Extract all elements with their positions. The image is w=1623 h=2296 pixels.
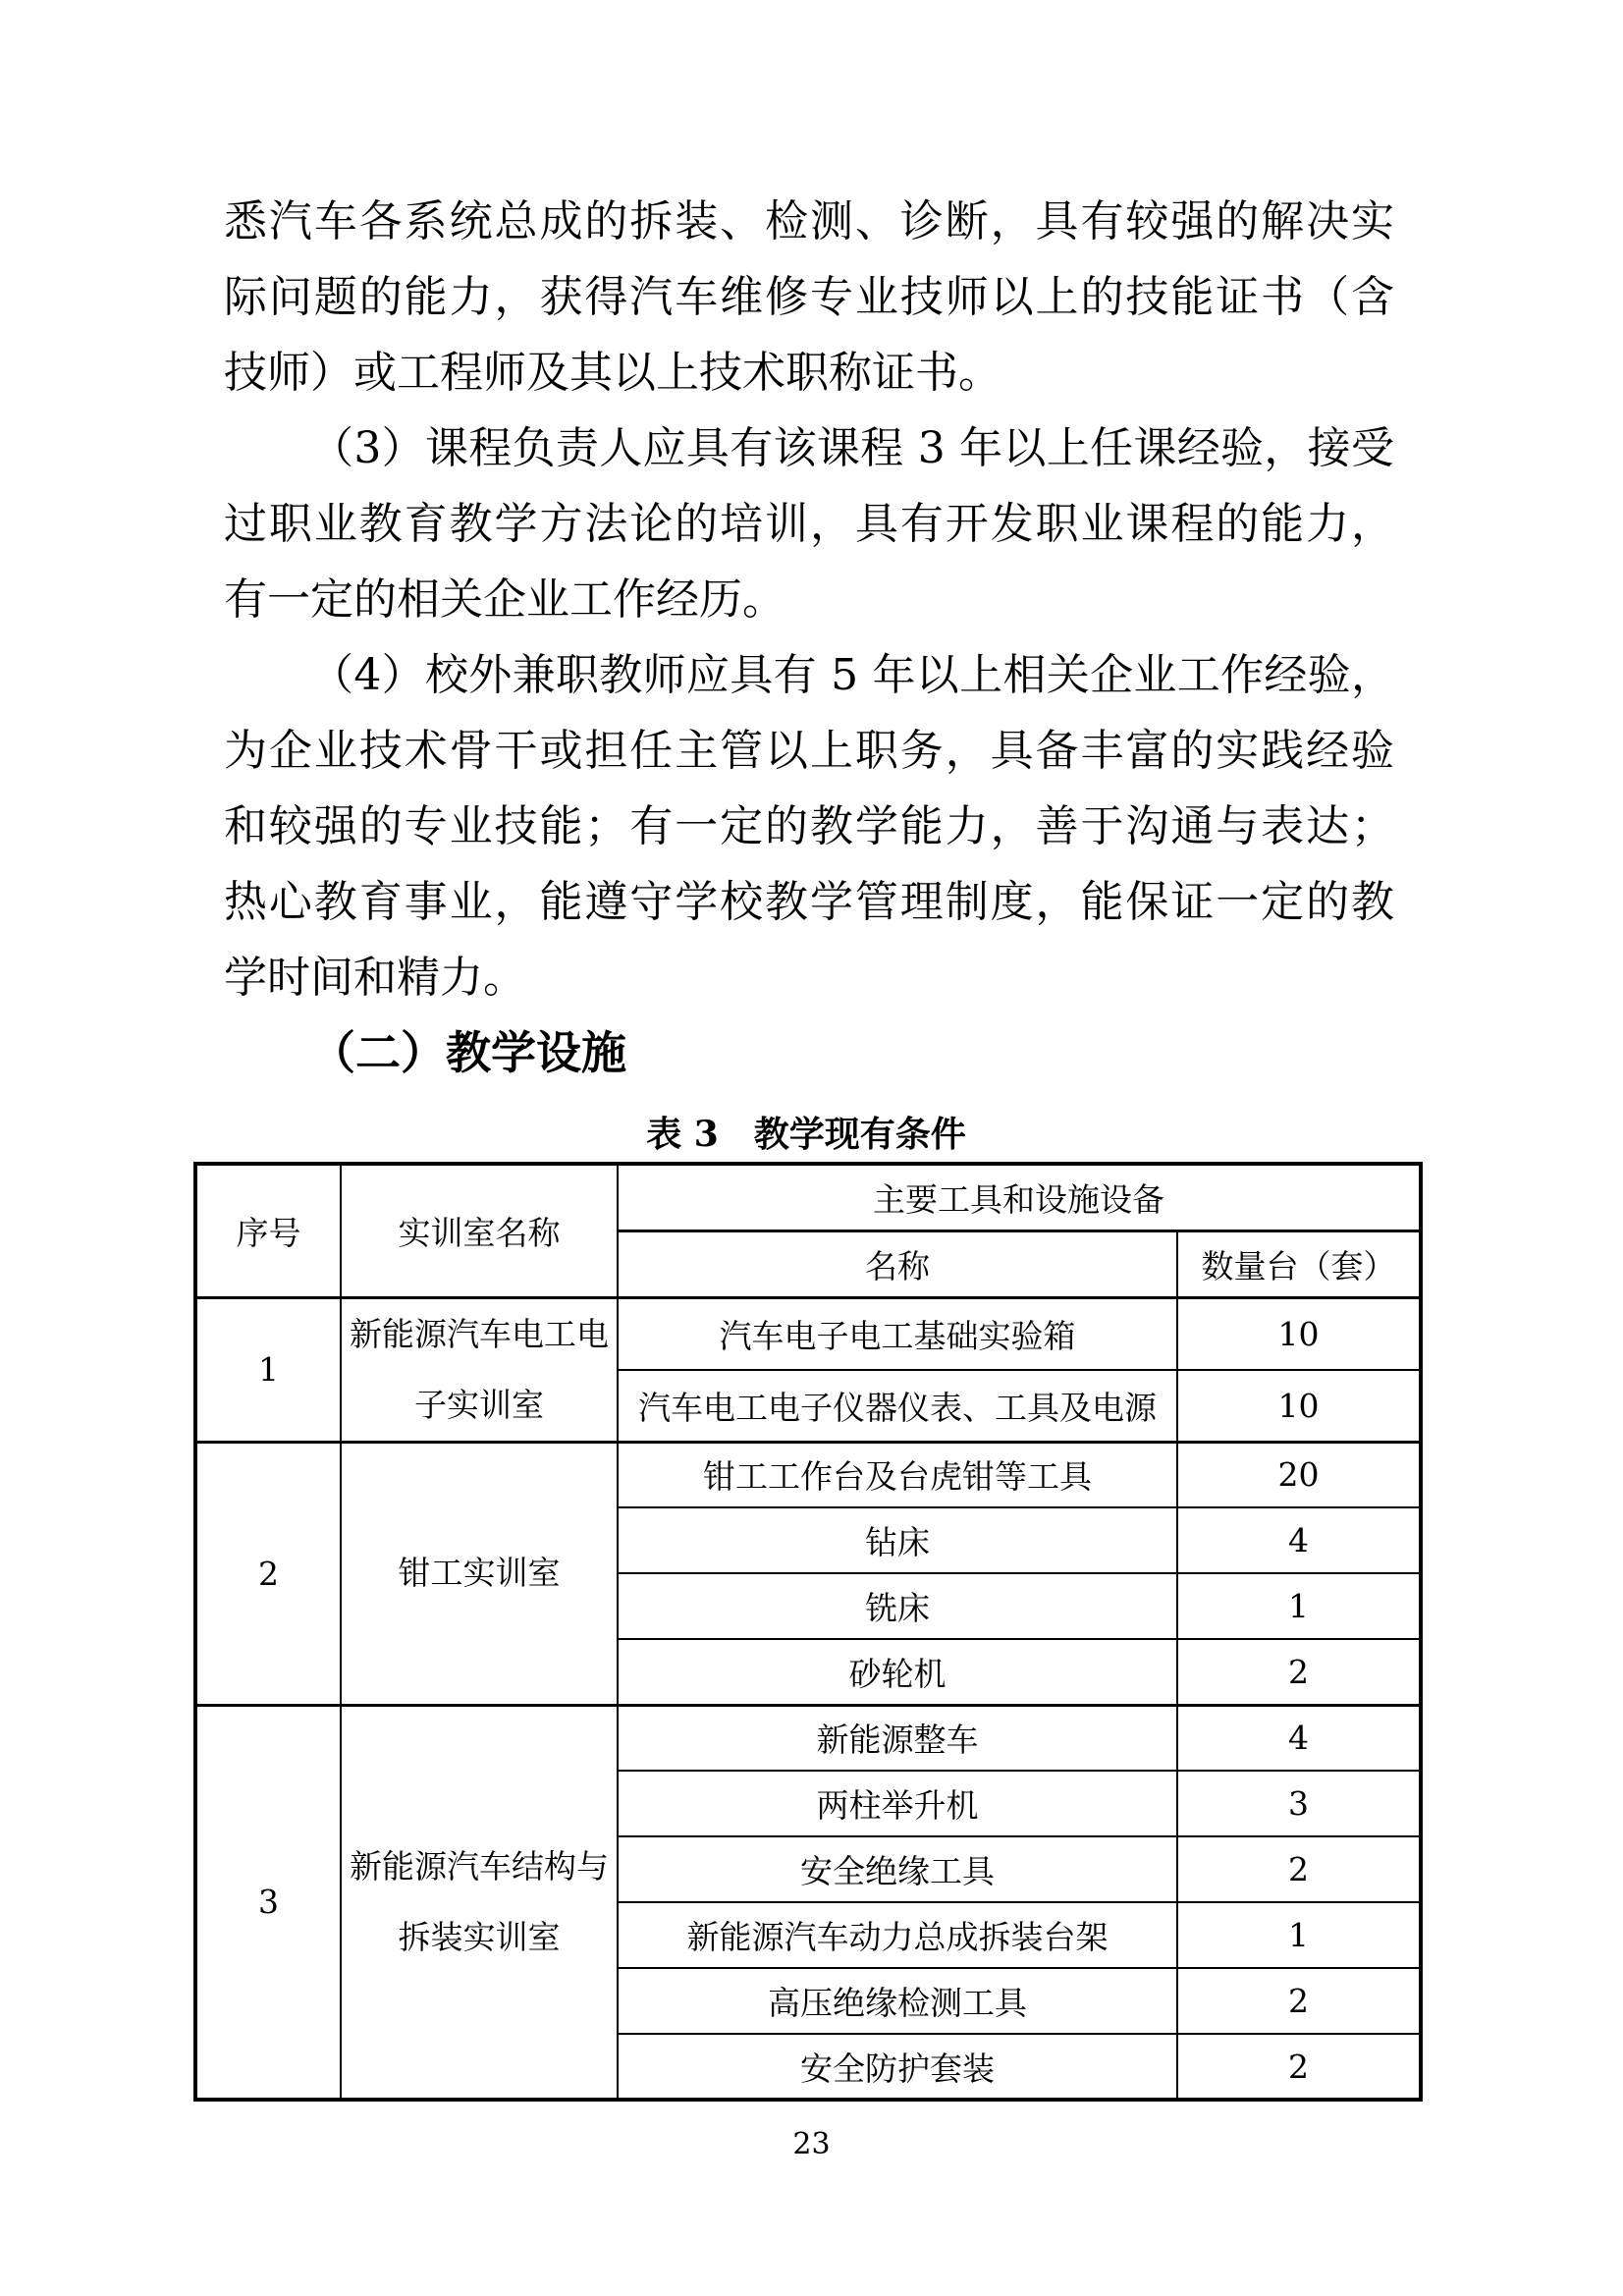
training-room-name-cell: 钳工实训室 (341, 1442, 618, 1705)
quantity-cell: 20 (1177, 1442, 1421, 1507)
text-line: 技师）或工程师及其以上技术职称证书。 (224, 348, 1001, 398)
equipment-name-cell: 钻床 (618, 1507, 1177, 1573)
equipment-name-cell: 高压绝缘检测工具 (618, 1968, 1177, 2034)
text-line: 热心教育事业，能遵守学校教学管理制度，能保证一定的教 (224, 877, 1394, 927)
text-line: 际问题的能力，获得汽车维修专业技师以上的技能证书（含 (224, 272, 1394, 322)
text-line: 悉汽车各系统总成的拆装、检测、诊断，具有较强的解决实 (224, 196, 1394, 246)
training-room-name-cell: 新能源汽车结构与拆装实训室 (341, 1705, 618, 2100)
text-line: 过职业教育教学方法论的培训，具有开发职业课程的能力， (224, 499, 1394, 549)
text-line: 学时间和精力。 (224, 953, 526, 1003)
quantity-cell: 1 (1177, 1573, 1421, 1639)
header-tools-equipment: 主要工具和设施设备 (618, 1164, 1421, 1230)
table-caption: 表 3 教学现有条件 (646, 1114, 966, 1155)
section-heading: （二）教学设施 (310, 1026, 626, 1079)
equipment-name-cell: 安全防护套装 (618, 2034, 1177, 2100)
equipment-name-cell: 砂轮机 (618, 1639, 1177, 1705)
equipment-name-cell: 安全绝缘工具 (618, 1836, 1177, 1902)
quantity-cell: 4 (1177, 1507, 1421, 1573)
sequence-number-cell: 3 (195, 1705, 341, 2100)
table-body (195, 1297, 1421, 2100)
quantity-cell: 2 (1177, 1836, 1421, 1902)
table-header-row-1 (195, 1164, 1421, 1230)
table-row (195, 1442, 1421, 1507)
equipment-name-cell: 新能源汽车动力总成拆装台架 (618, 1902, 1177, 1968)
training-room-name-cell: 新能源汽车电工电子实训室 (341, 1297, 618, 1442)
quantity-cell: 4 (1177, 1705, 1421, 1771)
text-line: 为企业技术骨干或担任主管以上职务，具备丰富的实践经验 (224, 726, 1394, 776)
equipment-name-cell: 钳工工作台及台虎钳等工具 (618, 1442, 1177, 1507)
header-room-name: 实训室名称 (341, 1164, 618, 1297)
header-quantity: 数量台（套） (1177, 1230, 1421, 1297)
quantity-cell: 1 (1177, 1902, 1421, 1968)
header-item-name: 名称 (618, 1230, 1177, 1297)
quantity-cell: 2 (1177, 1968, 1421, 2034)
quantity-cell: 10 (1177, 1297, 1421, 1370)
equipment-name-cell: 铣床 (618, 1573, 1177, 1639)
text-line: （4）校外兼职教师应具有 5 年以上相关企业工作经验， (310, 650, 1394, 700)
header-seq: 序号 (195, 1164, 341, 1297)
equipment-table (193, 1162, 1423, 2102)
quantity-cell: 10 (1177, 1370, 1421, 1443)
table-row (195, 1297, 1421, 1370)
text-line: 和较强的专业技能；有一定的教学能力，善于沟通与表达； (224, 801, 1394, 851)
table-row (195, 1705, 1421, 1771)
text-line: 有一定的相关企业工作经历。 (224, 574, 785, 625)
quantity-cell: 2 (1177, 2034, 1421, 2100)
equipment-name-cell: 新能源整车 (618, 1705, 1177, 1771)
quantity-cell: 3 (1177, 1771, 1421, 1836)
sequence-number-cell: 1 (195, 1297, 341, 1442)
equipment-name-cell: 汽车电子电工基础实验箱 (618, 1297, 1177, 1370)
text-line: （3）课程负责人应具有该课程 3 年以上任课经验，接受 (310, 423, 1394, 473)
table-header (195, 1164, 1421, 1297)
quantity-cell: 2 (1177, 1639, 1421, 1705)
equipment-name-cell: 汽车电工电子仪器仪表、工具及电源 (618, 1370, 1177, 1443)
body-text-block (224, 184, 1394, 1015)
equipment-name-cell: 两柱举升机 (618, 1771, 1177, 1836)
sequence-number-cell: 2 (195, 1442, 341, 1705)
page-number: 23 (792, 2127, 831, 2161)
